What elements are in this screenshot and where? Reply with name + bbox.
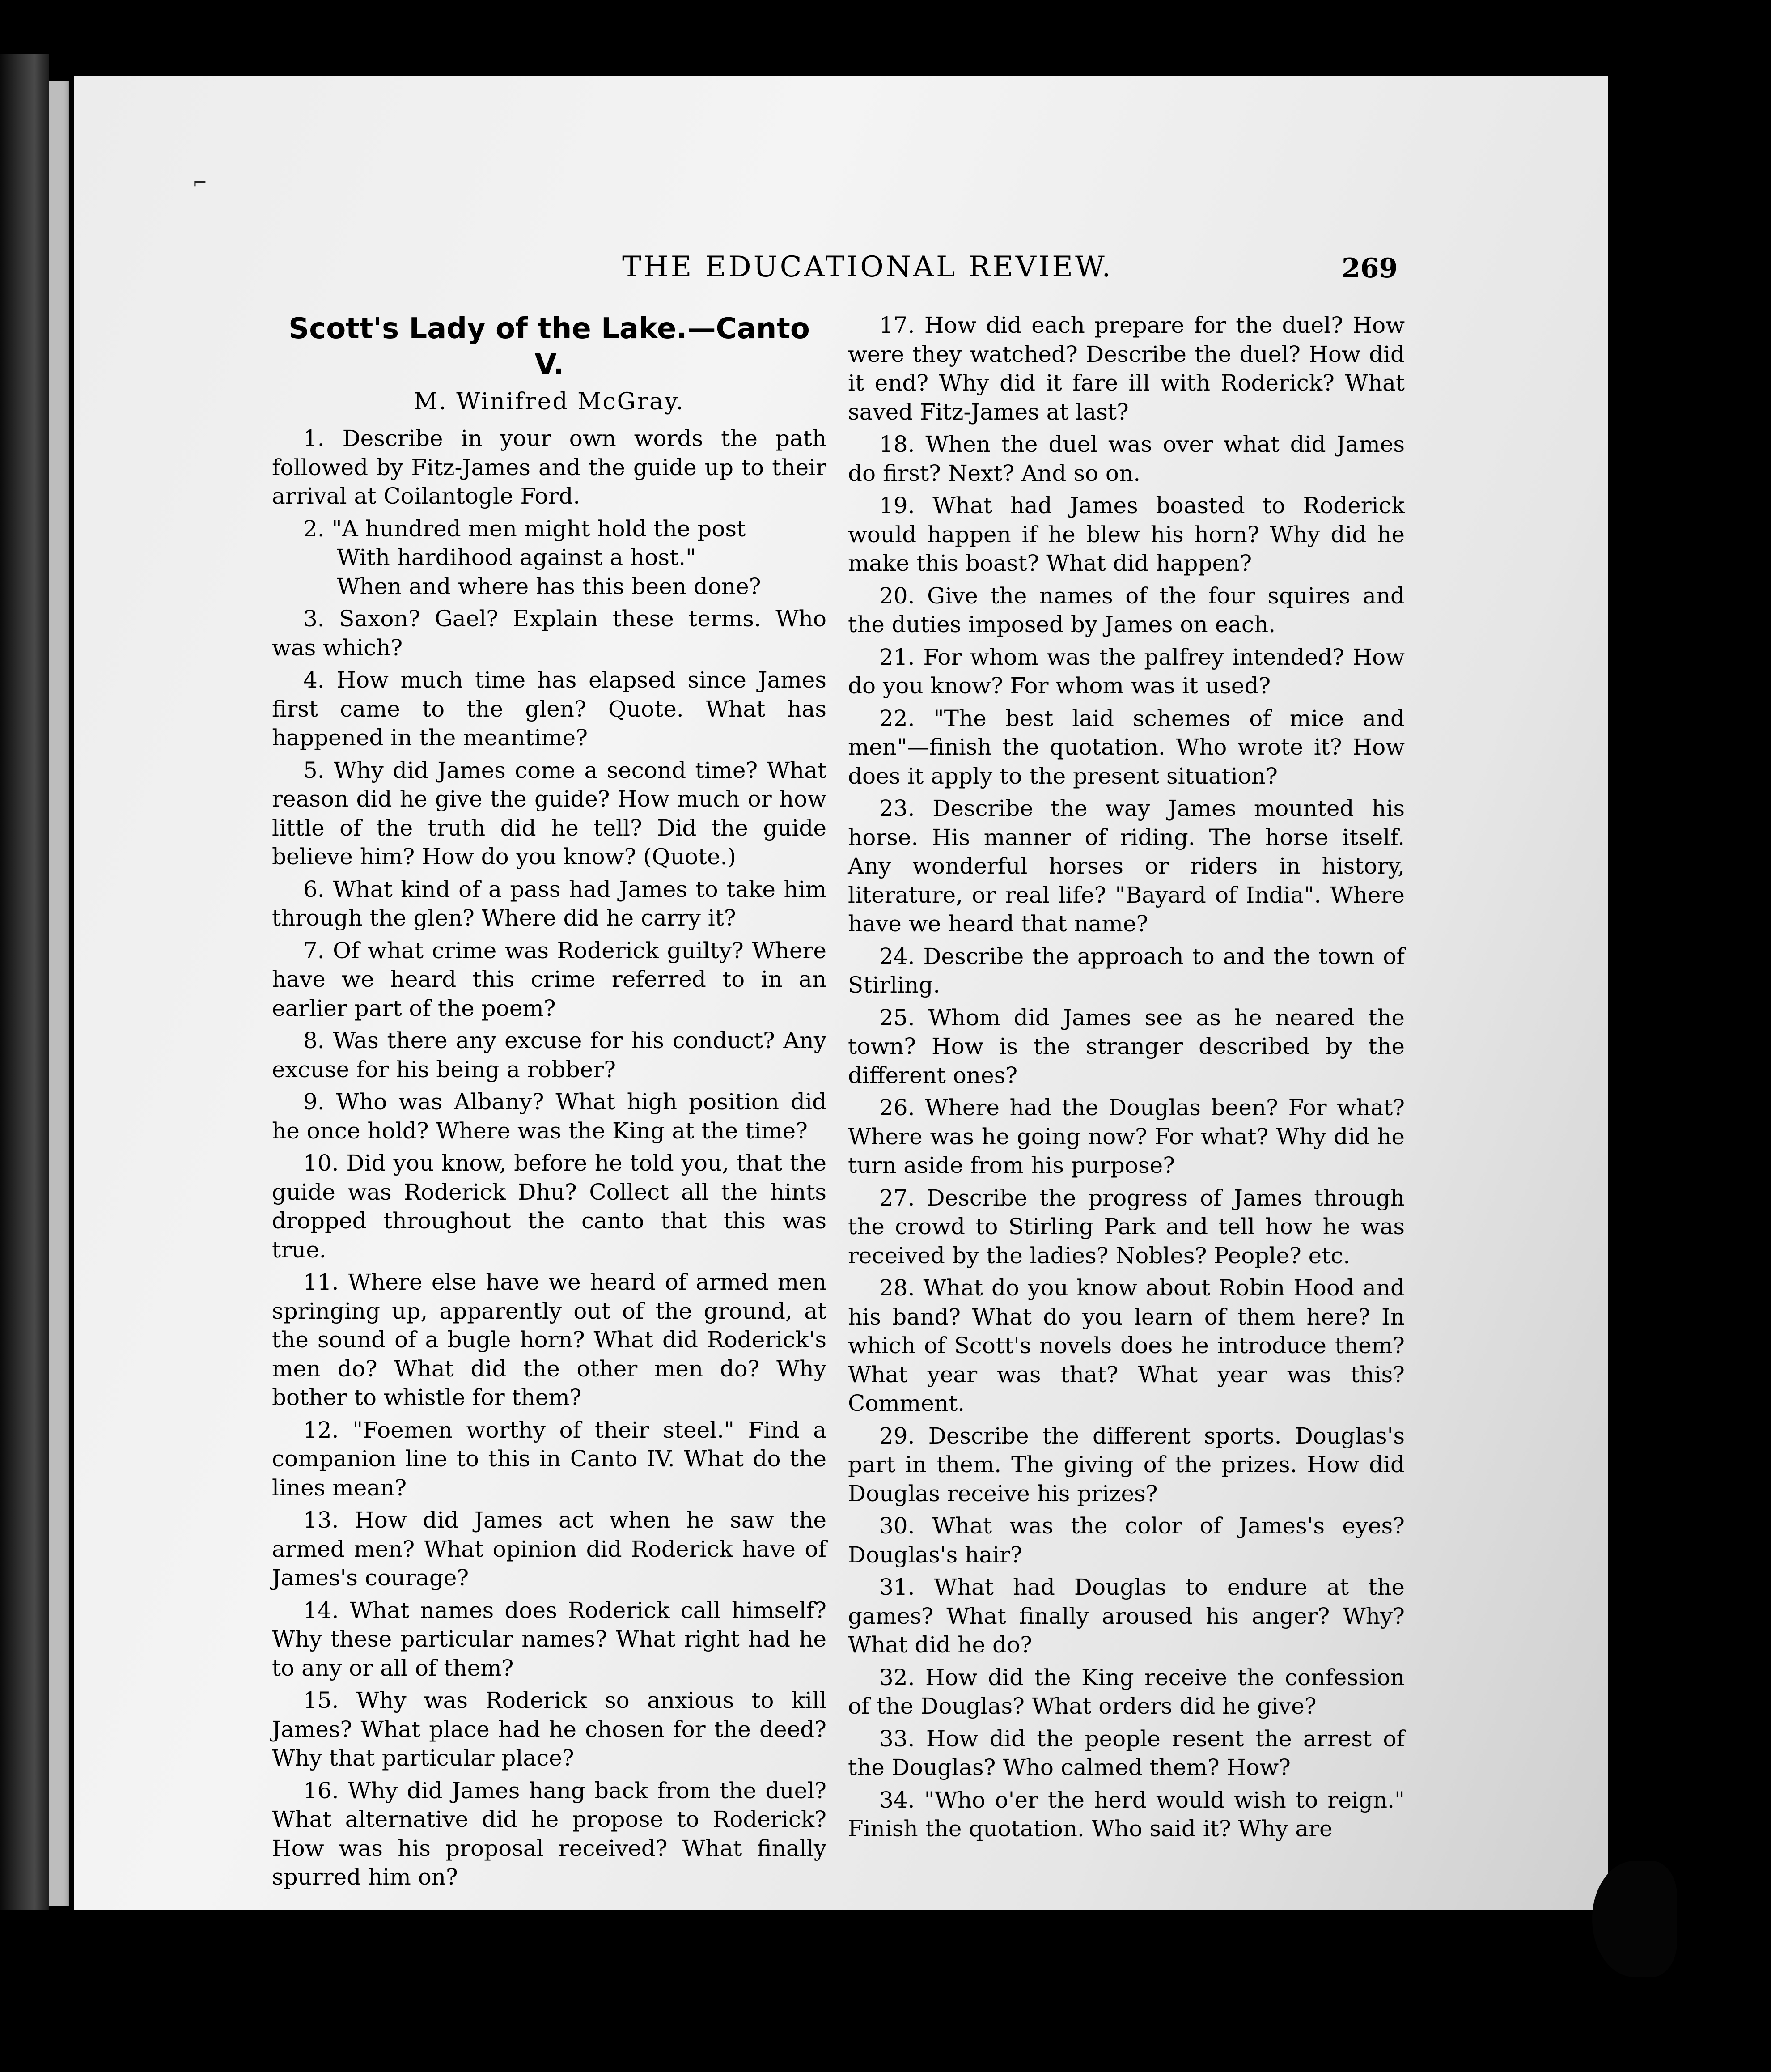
question-25: 25. Whom did James see as he neared the town? How is the stranger described by the different ones? xyxy=(848,1004,1405,1088)
adjacent-page-edge xyxy=(0,54,49,1910)
question-16: 16. Why did James hang back from the duel? What alternative did he propose to Roderick? How was his proposal received? What finally spurred him on? xyxy=(272,1777,826,1890)
question-29: 29. Describe the different sports. Douglas's part in them. The giving of the prizes. How did Douglas receive his prizes? xyxy=(848,1422,1405,1507)
question-1: 1. Describe in your own words the path followed by Fitz-James and the guide up to their arrival at Coilantogle Ford. xyxy=(272,425,826,510)
page-gutter xyxy=(49,81,69,1906)
article-author: M. Winifred McGray. xyxy=(413,388,685,415)
question-7: 7. Of what crime was Roderick guilty? Where have we heard this crime referred to in an earlier part of the poem? xyxy=(272,937,826,1021)
question-10: 10. Did you know, before he told you, that the guide was Roderick Dhu? Collect all the hints dropped throughout the canto that this was true. xyxy=(272,1150,826,1263)
question-17: 17. How did each prepare for the duel? How were they watched? Describe the duel? How did it end? Why did it fare ill with Roderick? What saved Fitz-James at last? xyxy=(848,312,1405,425)
question-5: 5. Why did James come a second time? What reason did he give the guide? How much or how little of the truth did he tell? Did the guide believe him? How do you know? (Quote.) xyxy=(272,757,826,870)
question-34: 34. "Who o'er the herd would wish to reign." Finish the quotation. Who said it? Why are xyxy=(848,1787,1405,1842)
question-14: 14. What names does Roderick call himself? Why these particular names? What right had he to any or all of them? xyxy=(272,1597,826,1681)
question-24: 24. Describe the approach to and the town of Stirling. xyxy=(848,943,1405,998)
question-6: 6. What kind of a pass had James to take him through the glen? Where did he carry it? xyxy=(272,876,826,931)
question-33: 33. How did the people resent the arrest of the Douglas? Who calmed them? How? xyxy=(848,1725,1405,1780)
question-15: 15. Why was Roderick so anxious to kill James? What place had he chosen for the deed? Why that particular place? xyxy=(272,1687,826,1771)
article-title: Scott's Lady of the Lake.—Canto V. xyxy=(288,312,810,381)
question-26: 26. Where had the Douglas been? For what? Where was he going now? For what? Why did he turn aside from his purpose? xyxy=(848,1095,1405,1178)
question-2-prompt: When and where has this been done? xyxy=(337,573,761,599)
question-23: 23. Describe the way James mounted his horse. His manner of riding. The horse itself. Any wonderful horses or riders in history, literature, or real life? "Bayard of India". Where have we heard that name? xyxy=(848,795,1405,937)
page-number: 269 xyxy=(1342,253,1398,284)
question-31: 31. What had Douglas to endure at the games? What finally aroused his anger? Why? What did he do? xyxy=(848,1574,1405,1658)
question-9: 9. Who was Albany? What high position did he once hold? Where was the King at the time? xyxy=(272,1089,826,1144)
question-28: 28. What do you know about Robin Hood and his band? What do you learn of them here? In which of Scott's novels does he introduce them? What year was that? What year was this? Comment. xyxy=(848,1275,1405,1416)
left-column xyxy=(272,311,826,1895)
question-2: 2. "A hundred men might hold the post xyxy=(303,515,746,542)
running-head: THE EDUCATIONAL REVIEW. xyxy=(622,251,1113,284)
question-12: 12. "Foemen worthy of their steel." Find a companion line to this in Canto IV. What do the lines mean? xyxy=(272,1417,826,1501)
corner-mark: ⌐ xyxy=(192,173,208,193)
question-32: 32. How did the King receive the confession of the Douglas? What orders did he give? xyxy=(848,1664,1405,1719)
question-22: 22. "The best laid schemes of mice and men"—finish the quotation. Who wrote it? How does it apply to the present situation? xyxy=(848,705,1405,789)
question-2-verse: With hardihood against a host." xyxy=(337,544,696,571)
question-3: 3. Saxon? Gael? Explain these terms. Who was which? xyxy=(272,606,826,661)
question-11: 11. Where else have we heard of armed men springing up, apparently out of the ground, at the sound of a bugle horn? What did Roderick's men do? What did the other men do? Why bother to whistle for them? xyxy=(272,1269,826,1411)
question-21: 21. For whom was the palfrey intended? How do you know? For whom was it used? xyxy=(848,644,1405,699)
question-30: 30. What was the color of James's eyes? Douglas's hair? xyxy=(848,1513,1405,1568)
question-8: 8. Was there any excuse for his conduct? Any excuse for his being a robber? xyxy=(272,1028,826,1083)
question-13: 13. How did James act when he saw the armed men? What opinion did Roderick have of James's courage? xyxy=(272,1507,826,1591)
question-20: 20. Give the names of the four squires and the duties imposed by James on each. xyxy=(848,582,1405,637)
right-column xyxy=(848,311,1405,1847)
question-18: 18. When the duel was over what did James do first? Next? And so on. xyxy=(848,431,1405,486)
question-19: 19. What had James boasted to Roderick would happen if he blew his horn? Why did he make this boast? What did happen? xyxy=(848,493,1405,576)
question-27: 27. Describe the progress of James through the crowd to Stirling Park and tell how he was received by the ladies? Nobles? People? etc. xyxy=(848,1185,1405,1269)
binding-hole xyxy=(1592,1861,1677,1977)
question-4: 4. How much time has elapsed since James first came to the glen? Quote. What has happened in the meantime? xyxy=(272,667,826,751)
